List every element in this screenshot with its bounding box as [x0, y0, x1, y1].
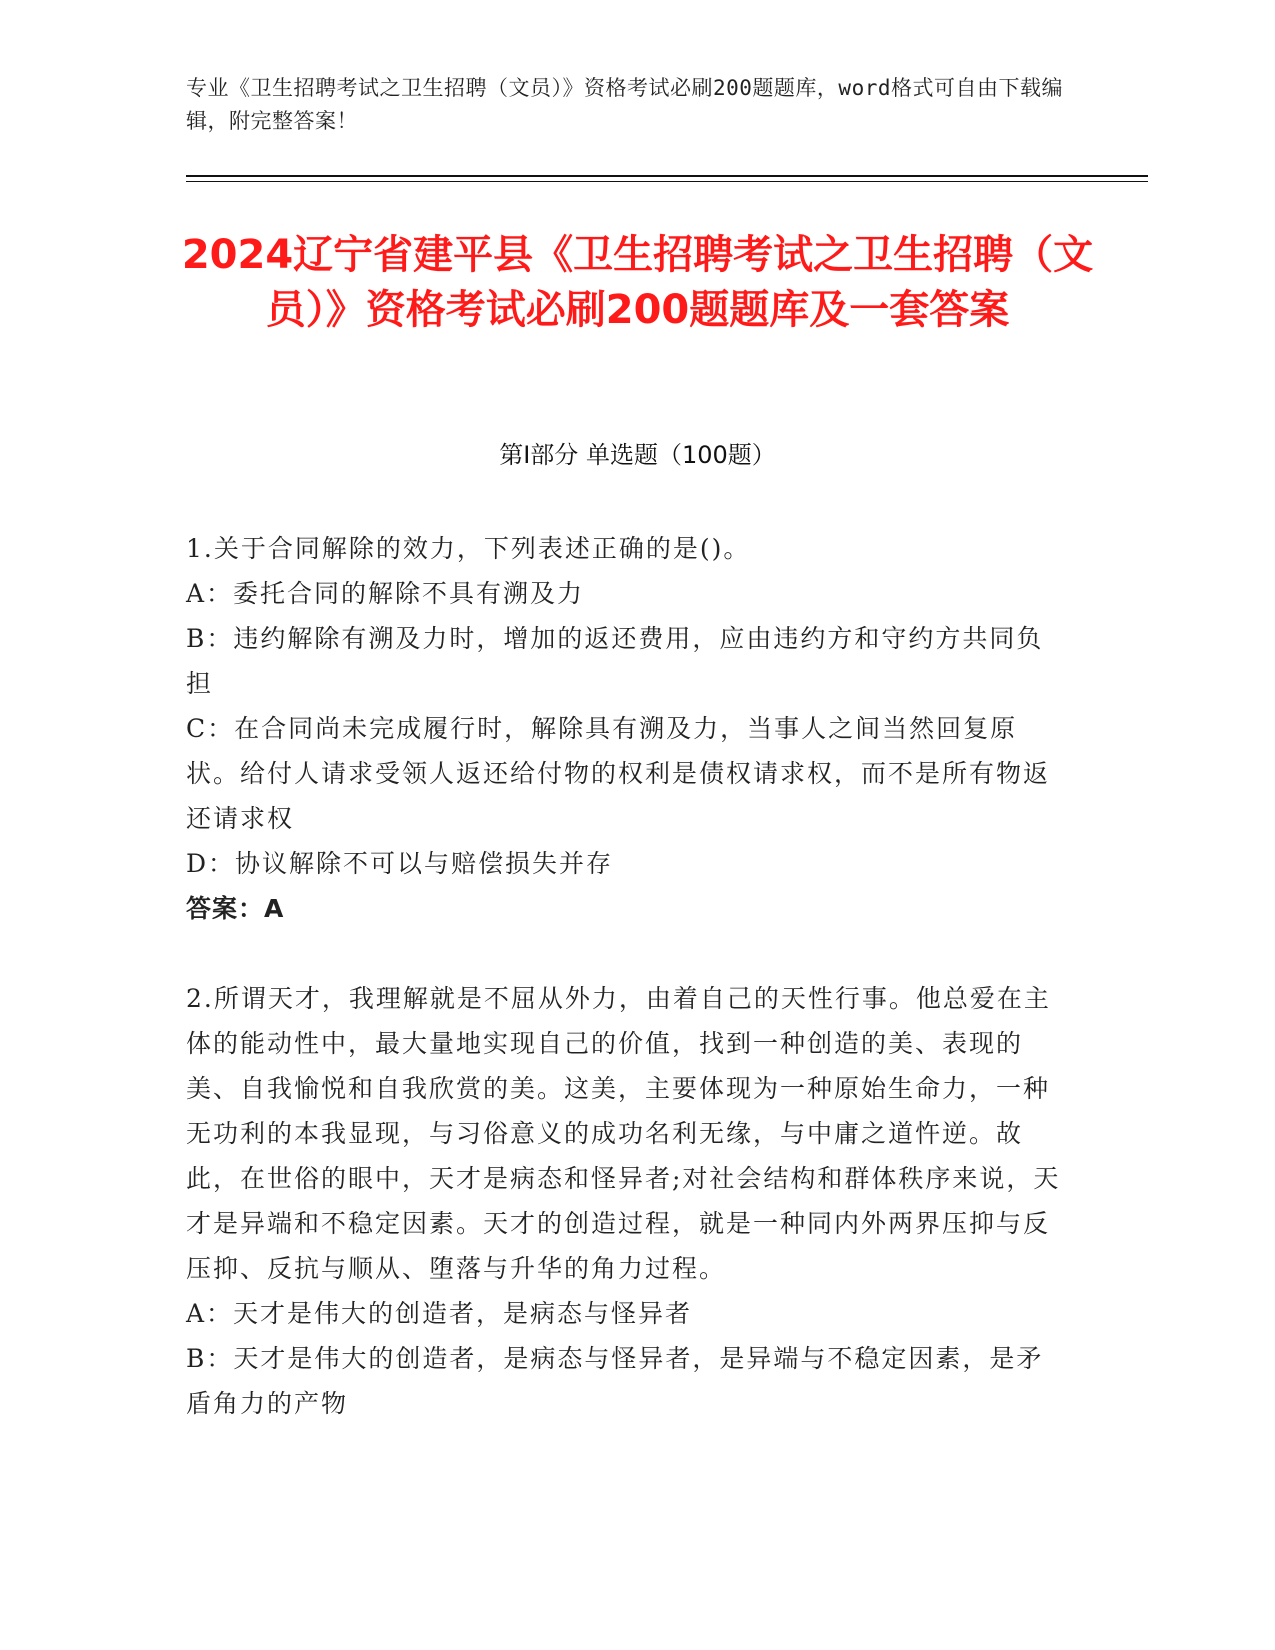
header-note: 专业《卫生招聘考试之卫生招聘（文员）》资格考试必刷200题题库，word格式可自由下载编辑，附完整答案！: [186, 76, 1063, 133]
option-a: A：天才是伟大的创造者，是病态与怪异者: [186, 1299, 693, 1328]
header-divider-thick: [186, 175, 1148, 177]
question-1: [186, 526, 1066, 931]
document-title: 2024辽宁省建平县《卫生招聘考试之卫生招聘（文员）》资格考试必刷200题题库及一套答案: [181, 232, 1094, 333]
answer-line: 答案：A: [186, 894, 285, 923]
header-divider-thin: [186, 181, 1148, 182]
question-list: [186, 526, 1066, 1426]
question-spacer: [186, 931, 1066, 976]
option-a: A：委托合同的解除不具有溯及力: [186, 579, 585, 608]
option-c: C：在合同尚未完成履行时，解除具有溯及力，当事人之间当然回复原状。给付人请求受领人返还给付物的权利是债权请求权，而不是所有物返还请求权: [186, 714, 1051, 833]
question-2: [186, 976, 1066, 1426]
question-stem: 2.所谓天才，我理解就是不屈从外力，由着自己的天性行事。他总爱在主体的能动性中，最大量地实现自己的价值，找到一种创造的美、表现的美、自我愉悦和自我欣赏的美。这美，主要体现为一种原始生命力，一种无功利的本我显现，与习俗意义的成功名利无缘，与中庸之道忤逆。故此，在世俗的眼中，天才是病态和怪异者;对社会结构和群体秩序来说，天才是异端和不稳定因素。天才的创造过程，就是一种同内外两界压抑与反压抑、反抗与顺从、堕落与升华的角力过程。: [186, 984, 1061, 1283]
option-d: D：协议解除不可以与赔偿损失并存: [186, 849, 614, 878]
option-b: B：天才是伟大的创造者，是病态与怪异者，是异端与不稳定因素，是矛盾角力的产物: [186, 1344, 1044, 1418]
section-heading: 第Ⅰ部分 单选题（100题）: [499, 441, 776, 469]
question-stem: 1.关于合同解除的效力，下列表述正确的是()。: [186, 534, 751, 563]
option-b: B：违约解除有溯及力时，增加的返还费用，应由违约方和守约方共同负担: [186, 624, 1044, 698]
